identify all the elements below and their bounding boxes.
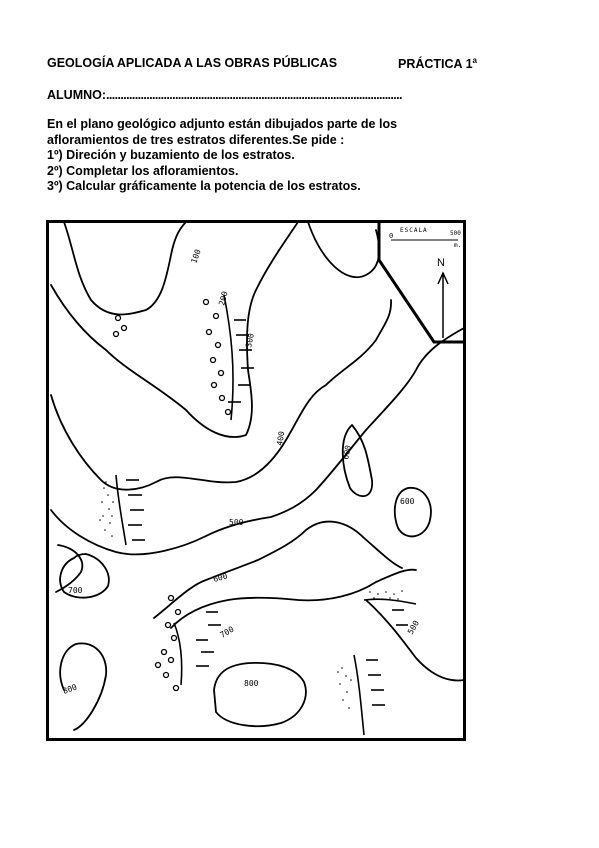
scale-unit: m. [454, 242, 462, 249]
student-blank: ....................................................................................................... [106, 88, 402, 102]
contour-800-mid [214, 663, 306, 726]
course-title: GEOLOGÍA APLICADA A LAS OBRAS PÚBLICAS [47, 56, 338, 70]
fault-3 [174, 623, 182, 685]
contour-label: 700 [68, 586, 83, 595]
north-arrow [437, 257, 448, 338]
instructions [47, 117, 397, 195]
contour-label: 500 [405, 618, 421, 636]
north-label: N [437, 257, 445, 269]
contour-label: 300 [244, 332, 256, 349]
student-label: ALUMNO: [47, 88, 107, 102]
contour-500-top [308, 222, 379, 277]
contour-label: 800 [244, 679, 259, 688]
contour-label: 500 [229, 518, 244, 527]
scale-box [379, 222, 464, 342]
contour-label: 700 [218, 624, 236, 640]
contour-600-right [395, 488, 431, 537]
contour-300 [51, 222, 298, 437]
task-3: 3º) Calcular gráficamente la potencia de los estratos. [47, 179, 361, 193]
contour-600-middle [154, 522, 402, 618]
contour-label: 400 [275, 430, 287, 447]
intro-line-1: En el plano geológico adjunto están dibujados parte de los [47, 117, 398, 131]
student-line [47, 88, 402, 102]
scale-label: ESCALA [400, 227, 428, 234]
contour-lines [51, 222, 464, 730]
scale-start: 0 [389, 232, 394, 240]
contour-label: 600 [341, 444, 353, 461]
contour-label: 600 [212, 571, 229, 584]
contour-label: 100 [189, 248, 203, 265]
contour-500-right [366, 600, 464, 680]
intro-line-2: afloramientos de tres estratos diferentes.Se pide : [47, 132, 345, 147]
contour-label: 200 [217, 290, 230, 307]
strata-ticks [126, 320, 408, 705]
fault-4 [354, 655, 364, 735]
north-arrow-icon [438, 273, 448, 338]
fault-5 [364, 599, 416, 604]
contour-label: 800 [61, 682, 79, 696]
map-frame [48, 222, 465, 740]
contour-100 [64, 222, 186, 314]
scale-end: 500 [450, 230, 461, 237]
contour-label-group [62, 248, 421, 696]
contour-500 [51, 328, 464, 554]
practice-superscript: a [472, 56, 477, 65]
task-2: 2º) Completar los afloramientos. [47, 163, 239, 178]
task-1: 1º) Direción y buzamiento de los estratos. [47, 148, 295, 162]
fault-lines [116, 295, 416, 735]
contour-label: 600 [400, 497, 415, 506]
practice-label-text: PRÁCTICA 1 [398, 57, 473, 72]
geological-map [46, 220, 466, 741]
practice-label [398, 56, 477, 71]
fault-2 [116, 475, 126, 545]
